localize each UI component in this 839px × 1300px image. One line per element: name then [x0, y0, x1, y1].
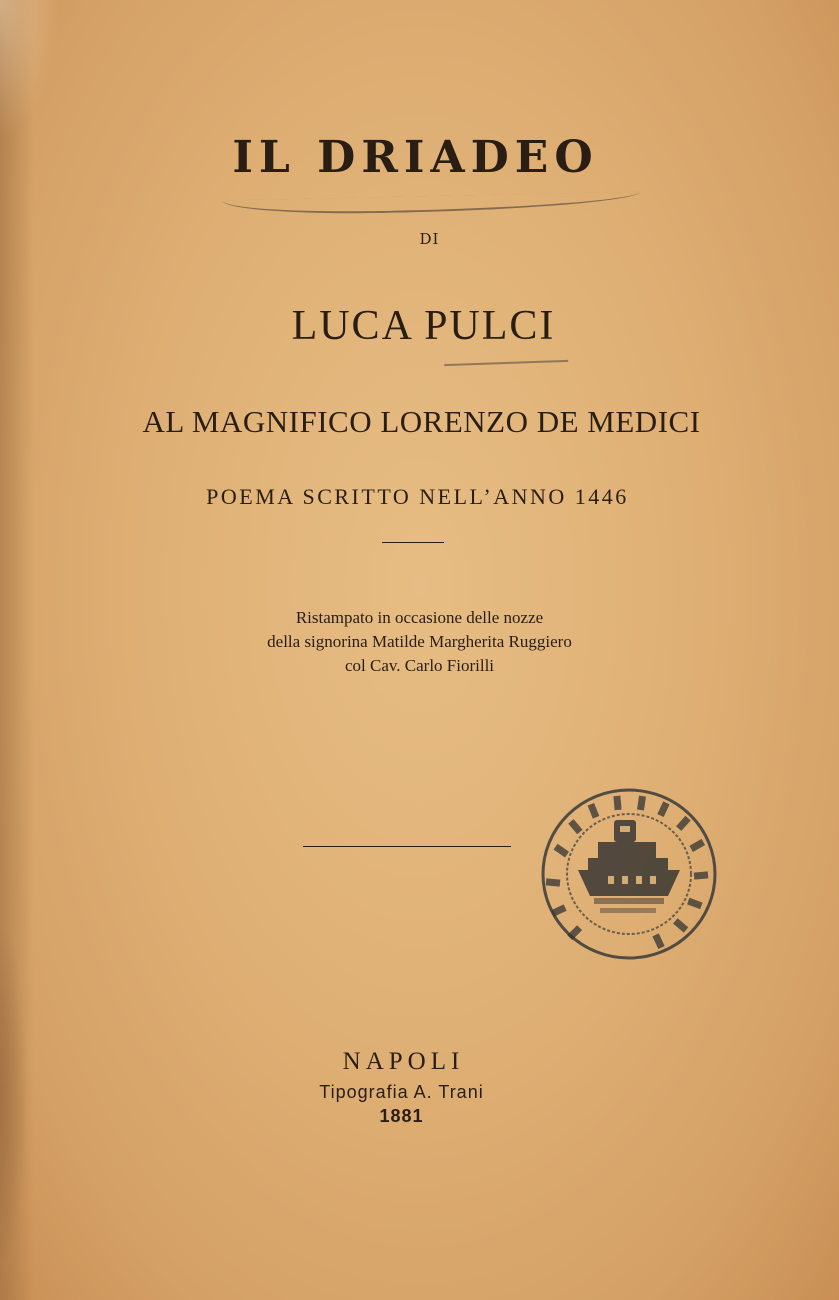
occasion-note: [0, 606, 839, 678]
worn-corner: [0, 0, 60, 140]
pencil-underline-author: [444, 350, 568, 366]
subtitle-line: POEMA SCRITTO NELL’ANNO 1446: [206, 484, 629, 509]
divider-long: [303, 846, 511, 847]
by-label: DI: [419, 230, 440, 248]
book-title: IL DRIADEO: [232, 132, 599, 183]
imprint-year: 1881: [379, 1106, 424, 1126]
author-name: LUCA PULCI: [291, 303, 556, 349]
occasion-line-2: della signorina Matilde Margherita Ruggiero: [267, 632, 572, 651]
library-stamp: [538, 784, 720, 964]
dedication-line: AL MAGNIFICO LORENZO DE MEDICI: [142, 404, 701, 439]
pencil-underline: [222, 192, 640, 217]
occasion-line-1: Ristampato in occasione delle nozze: [295, 608, 544, 627]
imprint-printer: Tipografia A. Trani: [319, 1082, 484, 1102]
divider-short: [382, 542, 444, 543]
imprint-city: NAPOLI: [342, 1048, 465, 1075]
occasion-line-3: col Cav. Carlo Fiorilli: [344, 656, 495, 675]
